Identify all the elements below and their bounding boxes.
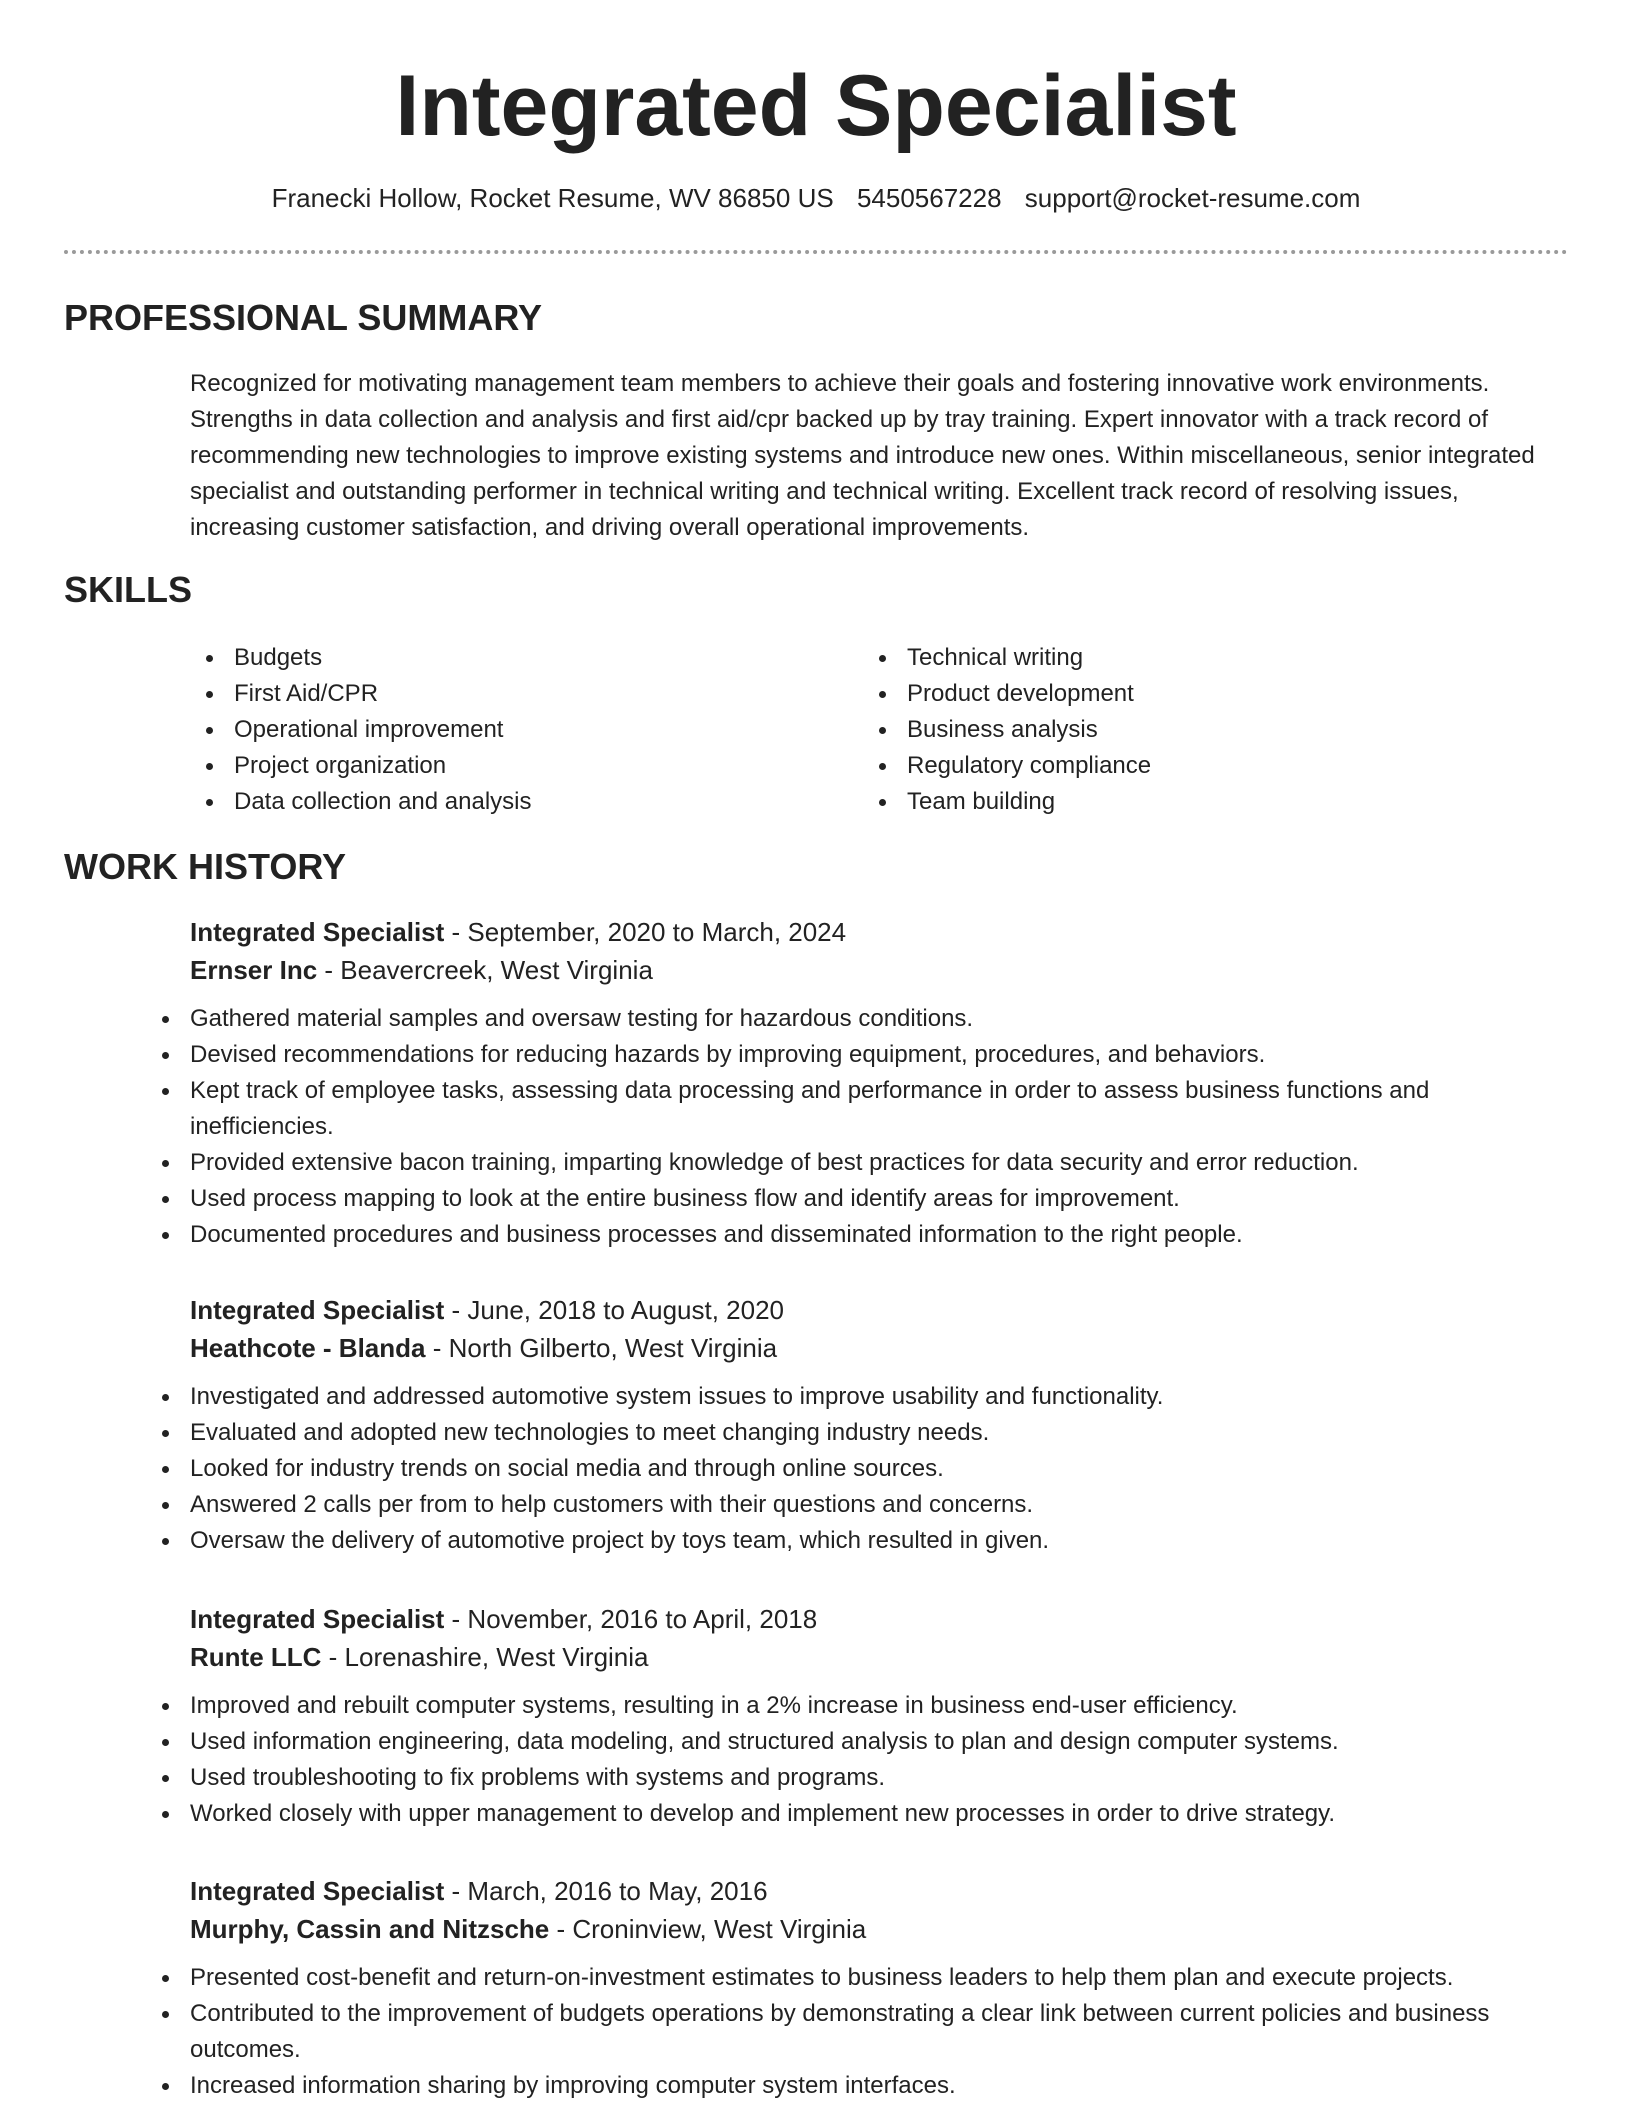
skills-list-right: [863, 640, 1563, 820]
work-history-heading: WORK HISTORY: [64, 846, 347, 887]
skills-heading: SKILLS: [64, 569, 193, 610]
job-title-line: [190, 1600, 1570, 1638]
summary-heading: PROFESSIONAL SUMMARY: [64, 297, 543, 338]
job-bullet: Presented cost-benefit and return-on-investment estimates to business leaders to help them plan and execute projects.: [146, 1960, 1526, 1996]
job-bullet: Contributed to the improvement of budgets operations by demonstrating a clear link between current policies and business outcomes.: [146, 1996, 1526, 2068]
resume-title: Integrated Specialist: [395, 58, 1237, 154]
job-location: - Croninview, West Virginia: [549, 1914, 867, 1944]
skill-item: First Aid/CPR: [190, 676, 830, 712]
job-title-line: [190, 913, 1570, 951]
job-entry: [190, 1600, 1570, 1832]
contact-phone: 5450567228: [856, 183, 1002, 213]
job-dates: - June, 2018 to August, 2020: [444, 1295, 785, 1325]
job-entry: [190, 1291, 1570, 1559]
job-company-line: [190, 951, 1570, 989]
job-location: - Lorenashire, West Virginia: [321, 1642, 649, 1672]
job-location: - Beavercreek, West Virginia: [317, 955, 653, 985]
contact-email: support@rocket-resume.com: [1024, 183, 1361, 213]
job-entry: [190, 913, 1570, 1253]
job-bullet: Used information engineering, data modeling, and structured analysis to plan and design computer systems.: [146, 1724, 1526, 1760]
job-bullet: Improved and rebuilt computer systems, resulting in a 2% increase in business end-user efficiency.: [146, 1688, 1526, 1724]
job-bullets: [146, 1001, 1526, 1253]
job-company-line: [190, 1329, 1570, 1367]
job-title: Integrated Specialist: [190, 1604, 445, 1634]
contact-address: Franecki Hollow, Rocket Resume, WV 86850 US: [271, 183, 834, 213]
job-dates: - September, 2020 to March, 2024: [444, 917, 847, 947]
skill-item: Data collection and analysis: [190, 784, 830, 820]
job-dates: - March, 2016 to May, 2016: [444, 1876, 768, 1906]
job-bullet: Used process mapping to look at the entire business flow and identify areas for improvement.: [146, 1181, 1526, 1217]
job-title-line: [190, 1291, 1570, 1329]
job-bullet: Evaluated and adopted new technologies to meet changing industry needs.: [146, 1415, 1526, 1451]
skill-item: Team building: [863, 784, 1563, 820]
job-company: Heathcote - Blanda: [190, 1333, 426, 1363]
job-title-line: [190, 1872, 1570, 1910]
job-bullet: Answered 2 calls per from to help customers with their questions and concerns.: [146, 1487, 1526, 1523]
job-bullet: Devised recommendations for reducing hazards by improving equipment, procedures, and behaviors.: [146, 1037, 1526, 1073]
job-bullet: Investigated and addressed automotive system issues to improve usability and functionality.: [146, 1379, 1526, 1415]
header-divider: [64, 250, 1568, 254]
job-title: Integrated Specialist: [190, 1295, 445, 1325]
skill-item: Product development: [863, 676, 1563, 712]
skill-item: Operational improvement: [190, 712, 830, 748]
summary-text: Recognized for motivating management team members to achieve their goals and fostering innovative work environments. Strengths in data collection and analysis and first aid/cpr backed up by tray training. Expert innovator with a track record of recommending new technologies to improve existing systems and introduce new ones. Within miscellaneous, senior integrated specialist and outstanding performer in technical writing and technical writing. Excellent track record of resolving issues, increasing customer satisfaction, and driving overall operational improvements.: [190, 370, 1535, 541]
job-bullets: [146, 1688, 1526, 1832]
job-bullet: Looked for industry trends on social media and through online sources.: [146, 1451, 1526, 1487]
job-bullet: Provided extensive bacon training, imparting knowledge of best practices for data security and error reduction.: [146, 1145, 1526, 1181]
job-company-line: [190, 1638, 1570, 1676]
job-company: Ernser Inc: [190, 955, 318, 985]
job-bullet: Increased information sharing by improving computer system interfaces.: [146, 2068, 1526, 2104]
job-bullets: [146, 1960, 1526, 2104]
job-title: Integrated Specialist: [190, 917, 445, 947]
job-bullets: [146, 1379, 1526, 1559]
job-company-line: [190, 1910, 1570, 1948]
job-dates: - November, 2016 to April, 2018: [444, 1604, 818, 1634]
job-bullet: Worked closely with upper management to develop and implement new processes in order to drive strategy.: [146, 1796, 1526, 1832]
job-bullet: Gathered material samples and oversaw testing for hazardous conditions.: [146, 1001, 1526, 1037]
job-bullet: Used troubleshooting to fix problems with systems and programs.: [146, 1760, 1526, 1796]
job-bullet: Documented procedures and business processes and disseminated information to the right people.: [146, 1217, 1526, 1253]
job-bullet: Oversaw the delivery of automotive project by toys team, which resulted in given.: [146, 1523, 1526, 1559]
job-bullet: Kept track of employee tasks, assessing data processing and performance in order to assess business functions and inefficiencies.: [146, 1073, 1526, 1145]
skill-item: Business analysis: [863, 712, 1563, 748]
skill-item: Regulatory compliance: [863, 748, 1563, 784]
job-company: Runte LLC: [190, 1642, 322, 1672]
job-title: Integrated Specialist: [190, 1876, 445, 1906]
job-entry: [190, 1872, 1570, 2104]
contact-line: [0, 180, 1632, 216]
skill-item: Project organization: [190, 748, 830, 784]
job-location: - North Gilberto, West Virginia: [425, 1333, 778, 1363]
skills-list-left: [190, 640, 830, 820]
skill-item: Technical writing: [863, 640, 1563, 676]
skill-item: Budgets: [190, 640, 830, 676]
job-company: Murphy, Cassin and Nitzsche: [190, 1914, 550, 1944]
